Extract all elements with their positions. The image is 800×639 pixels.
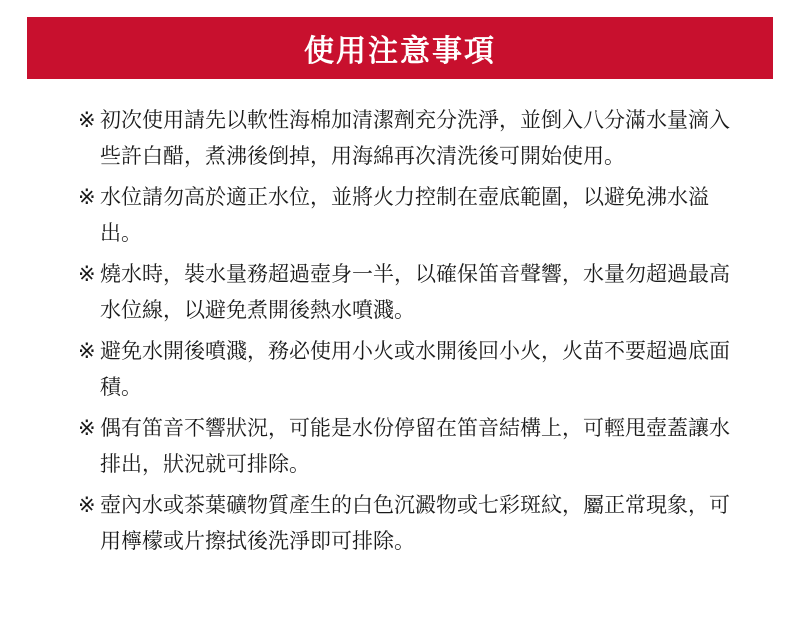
note-text: 燒水時，裝水量務超過壺身一半，以確保笛音聲響，水量勿超過最高水位線，以避免煮開後熱水噴濺。 xyxy=(100,262,730,322)
page-title: 使用注意事項 xyxy=(304,34,496,69)
note-item xyxy=(78,179,738,251)
note-item xyxy=(78,256,738,328)
note-item xyxy=(78,410,738,482)
note-text: 偶有笛音不響狀況，可能是水份停留在笛音結構上，可輕甩壺蓋讓水排出，狀況就可排除。 xyxy=(100,416,730,476)
note-text: 避免水開後噴濺，務必使用小火或水開後回小火，火苗不要超過底面積。 xyxy=(100,339,730,399)
reference-mark-icon: ※ xyxy=(78,262,96,286)
usage-notes-list xyxy=(78,102,738,564)
reference-mark-icon: ※ xyxy=(78,493,96,517)
header-bar xyxy=(27,17,773,79)
reference-mark-icon: ※ xyxy=(78,185,96,209)
note-text: 初次使用請先以軟性海棉加清潔劑充分洗淨，並倒入八分滿水量滴入些許白醋，煮沸後倒掉，用海綿再次清洗後可開始使用。 xyxy=(100,108,730,168)
reference-mark-icon: ※ xyxy=(78,339,96,363)
note-item xyxy=(78,333,738,405)
reference-mark-icon: ※ xyxy=(78,416,96,440)
note-item xyxy=(78,102,738,174)
reference-mark-icon: ※ xyxy=(78,108,96,132)
note-text: 壺內水或茶葉礦物質產生的白色沉澱物或七彩斑紋，屬正常現象，可用檸檬或片擦拭後洗淨即可排除。 xyxy=(100,493,730,553)
note-item xyxy=(78,487,738,559)
note-text: 水位請勿高於適正水位，並將火力控制在壺底範圍，以避免沸水溢出。 xyxy=(100,185,709,245)
